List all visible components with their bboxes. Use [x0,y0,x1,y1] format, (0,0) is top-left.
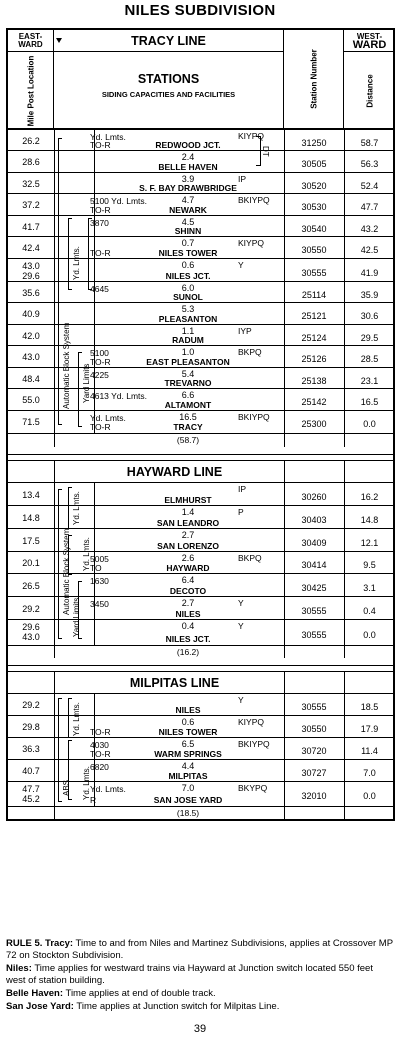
mile-post: 13.4 [22,489,40,500]
mile-post: 37.2 [22,200,40,210]
track-line-segment [94,506,95,528]
station-name: DECOTO [169,586,207,596]
facility-codes: KIYPQ [238,717,264,727]
station-number: 30720 [301,746,327,756]
hayward-line-title: HAYWARD LINE [126,465,223,479]
hayward-side-label: Yd. Lmts. [72,491,81,525]
milpitas-total: (18.5) [176,808,200,818]
distance: 23.1 [360,375,379,386]
station-name: NILES JCT. [165,271,211,281]
milpitas-station-row [8,760,393,782]
station-name: NILES [175,705,201,715]
train-order-code: TO-R [90,727,111,737]
siding-capacity: 3450 [90,599,109,609]
station-number: 30555 [301,629,327,640]
station-spacing: 1.0 [181,347,195,357]
milpitas-total-row [8,806,393,819]
station-number: 30550 [301,724,327,734]
mile-post: 40.9 [22,309,40,319]
tracy-station-row [8,216,393,237]
train-order-code: TO-R [90,357,111,367]
mile-post: 41.7 [22,221,40,232]
track-line-segment [94,325,95,345]
distance: 7.0 [363,768,376,778]
note-san-jose [6,1001,395,1013]
siding-capacity: Yd. Lmts. [90,413,126,423]
facility-codes: BKPQ [238,347,262,357]
track-line-segment [94,151,95,172]
distance: 35.9 [360,289,379,300]
track-line-segment [94,694,95,715]
mile-post: 29.6 [22,622,40,632]
siding-capacity: 6820 [90,762,109,772]
tracy-station-row [8,411,393,433]
distance: 14.8 [360,514,379,525]
stations-header [54,30,284,128]
track-line-segment [94,529,95,551]
station-name: SUNOL [173,292,203,302]
mile-post: 29.2 [22,700,40,710]
hayward-total-row [8,645,393,658]
distance: 0.0 [363,419,376,429]
facility-codes: Y [238,598,244,608]
station-number: 30555 [301,702,327,712]
distance: 18.5 [360,702,379,712]
facility-codes: IP [238,174,247,184]
mile-post: 20.1 [22,558,40,568]
mile-post: 35.6 [22,287,40,298]
column-divider [54,461,55,482]
distance: 58.7 [360,137,379,148]
milpitas-side-label: ABS [62,779,71,796]
station-number: 30530 [301,202,327,212]
line-title: TRACY LINE [54,30,283,52]
note-text: Time applies at end of double track. [63,988,216,999]
station-number: 30540 [301,223,327,234]
train-order-code: TO-R [90,422,111,432]
track-line-segment [94,411,95,433]
track-line-segment [94,620,95,645]
distance-header [344,30,395,128]
hayward-station-row [8,483,393,506]
milpitas-separator [8,658,393,666]
note-belle-haven [6,988,395,1000]
station-number: 30555 [301,267,327,278]
facility-codes: IYP [238,326,252,336]
track-line-segment [94,216,95,236]
westward-label [344,30,395,52]
facility-codes: Y [238,695,244,705]
westward-bottom: WARD [352,39,387,51]
bracket-line [68,487,72,529]
track-line-segment [94,368,95,388]
distance: 16.5 [360,397,379,407]
station-number: 25114 [301,289,327,300]
bracket-line [68,218,72,290]
siding-capacity: 5100 [90,348,109,358]
track-line-segment [94,483,95,505]
note-key: Niles: [6,963,32,974]
tracy-station-row [8,303,393,325]
train-order-code: TO-R [90,140,111,150]
siding-capacity: 4613 Yd. Lmts. [90,391,148,401]
bracket-line [88,218,92,290]
station-spacing: 4.7 [181,195,195,205]
station-spacing: 6.0 [181,283,195,293]
distance: 52.4 [360,180,379,191]
dt-bracket [256,136,261,166]
train-order-code: TO-R [90,749,111,759]
mile-post: 14.8 [22,512,40,523]
bracket-line [68,740,72,800]
station-spacing: 6.4 [181,575,195,585]
bracket-line [58,138,62,425]
train-order-code: TO-R [90,205,111,215]
siding-capacity: 5100 Yd. Lmts. [90,196,148,206]
note-key: San Jose Yard: [6,1001,74,1012]
milpitas-station-row [8,716,393,738]
distance: 47.7 [360,202,379,212]
facility-codes: P [238,507,244,517]
mile-post: 32.5 [22,178,40,189]
facility-codes: BKIYPQ [238,739,270,749]
tracy-side-label: Yard Limits [82,363,91,403]
station-name: ALTAMONT [164,400,212,410]
station-spacing: 4.4 [181,761,195,771]
sections [8,130,393,819]
station-spacing: 6.6 [181,390,195,400]
station-spacing: 2.7 [181,530,195,540]
track-line-segment [94,194,95,215]
mile-post: 71.5 [22,417,40,427]
mile-post: 42.0 [22,330,40,341]
track-line-segment [94,597,95,619]
track-line-segment [94,738,95,759]
station-spacing: 2.6 [181,553,195,563]
tracy-station-row [8,173,393,194]
distance: 17.9 [360,724,379,734]
tracy-station-row [8,151,393,173]
hayward-side-label: Yard Limits [72,597,81,637]
distance: 12.1 [360,537,379,548]
station-number: 30409 [301,537,327,548]
hayward-total: (16.2) [176,647,200,657]
hayward-side-label: Yd. Lmts. [82,537,91,571]
station-name: NILES TOWER [158,248,218,258]
station-spacing: 0.7 [181,238,195,248]
station-number: 30505 [301,159,327,169]
train-order-code: R [90,795,97,805]
train-order-code: TO-R [90,248,111,258]
station-number: 30425 [301,582,327,593]
facility-codes: IP [238,484,247,494]
facility-codes: KIYPQ [238,238,264,248]
distance: 43.2 [360,223,379,234]
siding-capacity: 4225 [90,370,109,380]
tracy-total: (58.7) [176,435,200,445]
station-name: SAN LORENZO [157,541,219,551]
note-text: Time applies for westward trains via Hayward at Junction switch located 550 feet west of station building. [6,963,373,986]
station-number: 30414 [301,560,327,570]
track-line-segment [94,303,95,324]
note-niles [6,963,395,987]
bracket-line [78,581,82,639]
facility-codes: BKIYPQ [238,195,270,205]
eastward-label: EAST- WARD [8,30,53,52]
station-spacing: 2.4 [181,152,195,162]
milpitas-line-title: MILPITAS LINE [129,676,220,690]
station-number-header [284,30,344,128]
milpitas-station-row [8,694,393,716]
timetable-frame [6,28,395,821]
milpitas-section-header [8,672,393,694]
track-line-segment [94,389,95,410]
tracy-station-row [8,130,393,151]
station-name: SAN LEANDRO [156,518,220,528]
bracket-line [68,535,72,575]
station-spacing: 0.6 [181,260,195,270]
tracy-station-row [8,259,393,282]
note-text: Time to and from Niles and Martinez Subdivisions, applies at Crossover MP 72 on Stockton Subdivision. [6,938,393,961]
distance: 56.3 [360,159,379,169]
track-line-segment [94,760,95,781]
station-spacing: 3.9 [181,174,195,184]
station-name: ELMHURST [164,495,212,505]
mile-post: 40.7 [22,766,40,776]
milpitas-rows [8,694,393,819]
distance: 0.0 [363,629,376,640]
bracket-line [68,698,72,738]
station-spacing: 2.7 [181,598,195,608]
distance: 28.5 [360,354,379,364]
mile-post-2: 43.0 [22,632,40,642]
tracy-station-row [8,237,393,259]
station-number: 30260 [301,491,327,502]
mile-post: 47.7 [22,784,40,794]
station-number: 25126 [301,354,327,364]
note-key: Belle Haven: [6,988,64,999]
station-spacing: 0.4 [181,621,195,631]
mile-post-2: 45.2 [22,794,40,804]
note-text: Time applies at Junction switch for Milpitas Line. [73,1001,280,1012]
station-name: NILES JCT. [165,634,211,644]
station-name: TREVARNO [164,378,212,388]
station-name: NILES [175,609,201,619]
page-title: NILES SUBDIVISION [124,2,276,19]
station-spacing: 1.4 [181,507,195,517]
mile-post-label: Mile Post Location [26,55,35,127]
note-key: RULE 5. Tracy: [6,938,74,949]
tracy-station-row [8,282,393,303]
hayward-section-header [8,461,393,483]
mile-post: 36.3 [22,744,40,754]
station-number: 32010 [301,791,327,801]
station-number: 25142 [301,397,327,407]
tracy-total-row [8,433,393,447]
siding-capacity: 4030 [90,740,109,750]
mile-post: 42.4 [22,243,40,253]
station-spacing: 16.5 [179,412,197,422]
westward-top: WEST- [356,32,383,41]
tracy-rows [8,130,393,447]
mile-post: 17.5 [22,535,40,546]
hayward-separator [8,447,393,455]
footer-notes [6,938,395,1014]
hayward-station-row [8,620,393,645]
track-line-segment [94,282,95,302]
bracket-line [78,352,82,427]
siding-capacity: 4645 [90,284,109,294]
train-order-code: TO [90,563,102,573]
hayward-side-label: Automatic Block System [62,528,71,615]
siding-capacity: Yd. Lmts. [90,132,126,142]
distance: 16.2 [360,491,379,502]
facility-codes: BKYPQ [238,783,268,793]
track-line-segment [94,574,95,596]
bracket-line [58,698,62,802]
stations-label: STATIONS [137,72,200,86]
station-name: NILES TOWER [158,727,218,737]
column-divider [344,461,345,482]
track-line-segment [94,237,95,258]
column-divider [54,672,55,693]
station-spacing: 5.3 [181,304,195,314]
station-spacing: 5.4 [181,369,195,379]
page-number: 39 [193,1023,207,1035]
distance: 0.0 [363,791,376,801]
station-name: HAYWARD [166,563,210,573]
track-line-segment [94,552,95,573]
distance: 11.4 [361,746,378,756]
station-spacing: 0.6 [181,717,195,727]
mile-post-header [8,30,54,128]
station-number: 25121 [301,311,327,321]
bracket-line [58,489,62,639]
station-number: 25124 [301,332,327,343]
distance: 29.5 [360,332,379,343]
track-line-segment [94,716,95,737]
mile-post: 28.6 [22,157,40,167]
facility-codes: BKIYPQ [238,412,270,422]
distance: 3.1 [363,582,376,593]
station-spacing: 6.5 [181,739,195,749]
station-number: 25300 [301,419,327,429]
siding-label: SIDING CAPACITIES AND FACILITIES [101,90,236,99]
dt-label: DT [261,146,270,157]
station-name: SHINN [174,226,202,236]
mile-post: 48.4 [22,373,40,384]
column-divider [344,672,345,693]
distance: 30.6 [360,311,379,321]
station-number: 25138 [301,375,327,386]
station-name: BELLE HAVEN [158,162,218,172]
station-number: 31250 [301,137,327,148]
track-line-segment [94,130,95,150]
station-number: 30727 [301,768,327,778]
mile-post: 29.2 [22,603,40,614]
milpitas-station-row [8,738,393,760]
station-number-label: Station Number [309,49,318,109]
note-rule5 [6,938,395,962]
station-number: 30520 [301,180,327,191]
track-line-segment [94,782,95,806]
track-line-segment [94,259,95,281]
distance: 0.4 [363,605,376,616]
track-line-segment [94,173,95,193]
tracy-station-row [8,194,393,216]
facility-codes: KIYPQ [238,131,264,141]
facility-codes: Y [238,621,244,631]
hayward-station-row [8,506,393,529]
mile-post: 26.5 [22,580,40,591]
mile-post: 29.8 [22,722,40,732]
mile-post-2: 29.6 [22,271,40,281]
mile-post: 26.2 [22,135,40,146]
station-name: TRACY [173,422,203,432]
station-name: EAST PLEASANTON [146,357,230,367]
milpitas-side-label: Yd. Lmts. [72,702,81,736]
table-header [8,30,393,130]
station-name: NEWARK [169,205,207,215]
station-number: 30403 [301,514,327,525]
mile-post: 43.0 [22,352,40,362]
station-name: WARM SPRINGS [154,749,222,759]
siding-capacity: 1630 [90,576,109,586]
facility-codes: BKPQ [238,553,262,563]
station-spacing: 1.1 [181,326,195,336]
distance: 41.9 [360,267,379,278]
station-name: S. F. BAY DRAWBRIDGE [139,183,237,193]
siding-capacity: 5005 [90,554,109,564]
track-line-segment [94,346,95,367]
distance: 42.5 [360,245,379,255]
station-spacing: 7.0 [181,783,195,793]
tracy-side-label: Yd. Lmts. [72,246,81,280]
milpitas-side-label: Yd. Lmts. [82,766,91,800]
distance: 9.5 [363,560,376,570]
siding-capacity: 3870 [90,218,109,228]
station-number: 30550 [301,245,327,255]
station-name: RADUM [172,335,204,345]
tracy-side-label: Automatic Block System [62,322,71,409]
station-name: SAN JOSE YARD [153,795,223,805]
mile-post: 55.0 [22,395,40,405]
station-name: PLEASANTON [158,314,218,324]
mile-post: 43.0 [22,261,40,271]
facility-codes: Y [238,260,244,270]
siding-capacity: Yd. Lmts. [90,784,126,794]
column-divider [284,672,285,693]
hayward-rows [8,483,393,658]
station-spacing: 4.5 [181,217,195,227]
distance-label: Distance [365,74,374,108]
station-number: 30555 [301,605,327,616]
station-name: REDWOOD JCT. [155,140,221,150]
column-divider [284,461,285,482]
station-name: MILPITAS [168,771,208,781]
